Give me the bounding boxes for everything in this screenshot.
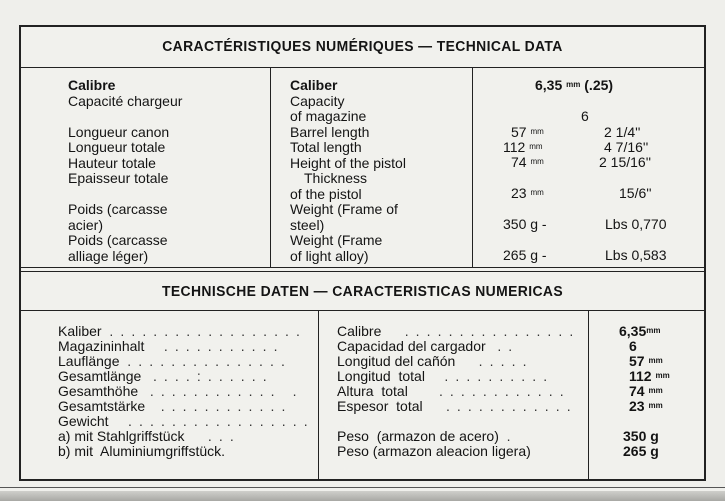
value-number: 23 [629, 398, 645, 414]
thickness-mm [511, 186, 544, 202]
french-row: Poids (carcasse [68, 232, 168, 248]
divider [21, 267, 704, 268]
unit-label: mm [655, 371, 670, 380]
english-row: Capacity [290, 92, 345, 109]
column-divider [588, 310, 589, 481]
german-row [58, 369, 309, 384]
value-number: 74 [629, 383, 645, 399]
german-row [58, 414, 309, 429]
german-label: a) mit Stahlgriffstück [58, 428, 185, 444]
data-table [19, 25, 706, 481]
english-row: of magazine [290, 108, 367, 124]
value-number: 57 [629, 353, 645, 369]
value-row [619, 429, 699, 444]
french-row: Longueur canon [68, 123, 170, 140]
spanish-label: Calibre [337, 323, 382, 339]
page-bottom-edge [0, 491, 725, 501]
spanish-row [337, 369, 575, 384]
german-label: Gesamtlänge [58, 368, 142, 384]
spanish-row [337, 399, 575, 414]
spanish-row [337, 354, 575, 369]
value-row [619, 369, 699, 384]
french-row: Hauteur totale [68, 154, 156, 171]
spanish-label: Longitud total [337, 368, 425, 384]
unit-label: mm [530, 188, 544, 197]
leader-dots: . . . . . . . . . . [444, 368, 549, 384]
french-row [68, 109, 182, 125]
unit-label: mm [646, 326, 661, 335]
spanish-row [337, 444, 575, 459]
german-row [58, 384, 309, 399]
english-column [290, 78, 406, 264]
spanish-row [337, 414, 575, 429]
page-bottom-rule [0, 487, 725, 488]
german-row [58, 429, 309, 444]
spanish-label: Peso (armazon aleacion ligera) [337, 443, 531, 459]
leader-dots: . . . . . . . . . . . . [438, 383, 566, 399]
value-row [619, 444, 699, 459]
english-row: Thickness [304, 170, 368, 186]
german-row [58, 354, 309, 369]
value-number: 6,35 [619, 323, 647, 339]
unit-label: mm [530, 127, 544, 136]
english-row: of light alloy) [290, 247, 369, 264]
leader-dots: . . . . . [478, 353, 529, 369]
caliber-number: 6,35 [535, 77, 563, 93]
french-row: Epaisseur totale [68, 170, 169, 186]
german-label: Kaliber [58, 323, 102, 339]
leader-dots: . . . . . . . . . . . . [160, 398, 287, 414]
german-label: Gesamtstärke [58, 398, 146, 414]
value-number: 57 [511, 124, 527, 140]
magazine-value: 6 [581, 108, 589, 124]
leader-dots: . . . . . . . . . . . . . [149, 383, 299, 399]
english-row: Weight (Frame of [290, 201, 398, 217]
column-divider [472, 67, 473, 267]
french-row: Poids (carcasse [68, 201, 168, 217]
leader-dots: . . . . : . . . . . . [152, 368, 269, 384]
height-mm [511, 155, 544, 171]
spanish-row [337, 324, 575, 339]
caliber-value [535, 78, 613, 94]
weight-steel-lbs: Lbs 0,770 [605, 216, 667, 232]
caliber-inch: (.25) [584, 77, 614, 93]
value-number: 6 [629, 338, 637, 354]
spanish-label: Longitud del cañón [337, 353, 456, 369]
leader-dots: . . . . . . . . . . . . . . . . . [128, 413, 310, 429]
spanish-label: Espesor total [337, 398, 423, 414]
divider [21, 271, 704, 272]
english-row: Total length [290, 139, 362, 155]
total-in: 4 7/16'' [604, 139, 649, 155]
spanish-row [337, 339, 575, 354]
spanish-label: Altura total [337, 383, 408, 399]
german-label: Lauflänge [58, 353, 120, 369]
leader-dots: . . . [207, 428, 236, 444]
section1-title: CARACTÉRISTIQUES NUMÉRIQUES — TECHNICAL DATA [162, 39, 563, 55]
value-row [619, 354, 699, 369]
leader-dots: . . . . . . . . . . . . . . . [127, 353, 287, 369]
weight-steel-g: 350 g - [503, 216, 547, 232]
french-column [68, 78, 182, 264]
unit-label: mm [648, 386, 663, 395]
german-label: Gesamthöhe [58, 383, 139, 399]
english-row: Barrel length [290, 123, 370, 140]
weight-alloy-g: 265 g - [503, 247, 547, 263]
value-number: 350 g [623, 428, 659, 444]
english-row: of the pistol [290, 185, 362, 202]
value-row [619, 324, 699, 339]
german-label: Gewicht [58, 413, 109, 429]
french-row: Calibre [68, 77, 116, 93]
leader-dots: . . . . . . . . . . . . . . . . [404, 323, 575, 339]
leader-dots: . . . . . . . . . . . . . . . . . . [109, 323, 302, 339]
german-row [58, 444, 309, 459]
value-number: 265 g [623, 443, 659, 459]
german-row [58, 324, 309, 339]
leader-dots: . . . . . . . . . . . . [445, 398, 573, 414]
section2-title: TECHNISCHE DATEN — CARACTERISTICAS NUMERICAS [161, 284, 563, 300]
french-row: alliage léger) [68, 247, 149, 264]
french-row: Longueur totale [68, 139, 166, 155]
german-label: Magazininhalt [58, 338, 145, 354]
divider [21, 67, 704, 68]
value-number: 112 [629, 368, 652, 384]
spanish-column [337, 324, 575, 459]
barrel-in: 2 1/4'' [604, 124, 641, 140]
weight-alloy-lbs: Lbs 0,583 [605, 247, 667, 263]
thickness-in: 15/6'' [619, 185, 652, 201]
spanish-row [337, 384, 575, 399]
divider [21, 310, 704, 311]
english-row: Caliber [290, 77, 338, 93]
spanish-row [337, 429, 575, 444]
values-column [619, 324, 699, 459]
value-row [619, 339, 699, 354]
german-label: b) mit Aluminiumgriffstück. [58, 443, 226, 459]
value-number: 74 [511, 154, 527, 170]
value-row [619, 384, 699, 399]
english-row: steel) [290, 216, 325, 233]
english-row: Height of the pistol [290, 154, 406, 171]
column-divider [270, 67, 271, 267]
spanish-label: Peso (armazon de acero) [337, 428, 499, 444]
spanish-label: Capacidad del cargador [337, 338, 486, 354]
height-in: 2 15/16'' [599, 154, 652, 170]
german-row [58, 339, 309, 354]
value-row [619, 399, 699, 414]
french-row: Capacité chargeur [68, 92, 183, 109]
german-row [58, 399, 309, 414]
column-divider [318, 310, 319, 481]
value-row [619, 414, 699, 429]
unit-label: mm [529, 142, 543, 151]
unit-label: mm [530, 157, 544, 166]
leader-dots: . . . . . . . . . . . [163, 338, 280, 354]
value-number: 23 [511, 185, 527, 201]
unit-label: mm [566, 80, 581, 89]
english-row: Weight (Frame [290, 232, 383, 248]
value-number: 112 [503, 139, 526, 155]
french-row [68, 187, 182, 203]
leader-dots: . [506, 428, 513, 444]
leader-dots: . . [497, 338, 514, 354]
unit-label: mm [648, 401, 663, 410]
german-column [58, 324, 309, 459]
unit-label: mm [648, 356, 663, 365]
french-row: acier) [68, 216, 104, 233]
